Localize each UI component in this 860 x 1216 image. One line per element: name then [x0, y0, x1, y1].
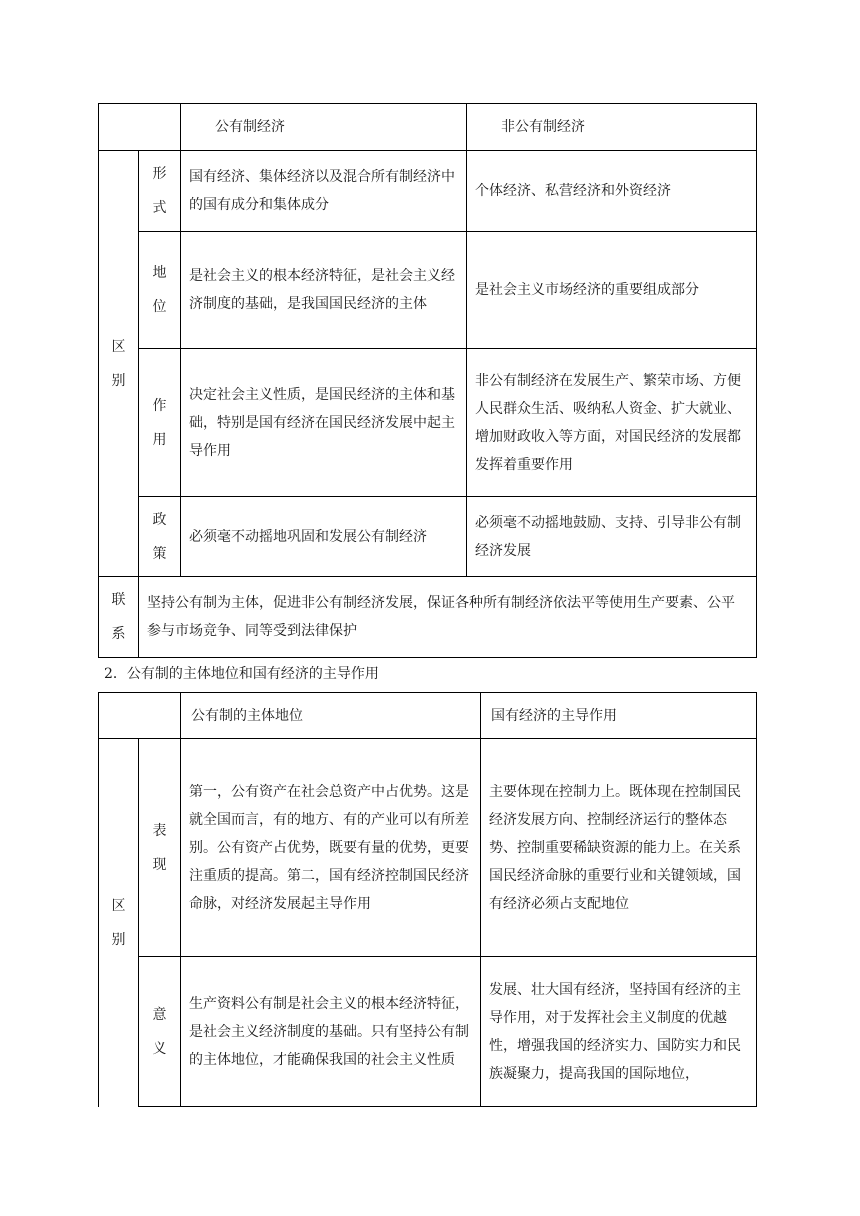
table-row — [99, 151, 757, 232]
cell-public-policy: 必须毫不动摇地巩固和发展公有制经济 — [181, 497, 467, 577]
section-caption: 2．公有制的主体地位和国有经济的主导作用 — [104, 666, 379, 682]
row-label-form: 形 式 — [139, 151, 181, 232]
table-row — [99, 349, 757, 497]
header-state-leading-role: 国有经济的主导作用 — [481, 693, 757, 739]
cell-nonpublic-policy: 必须毫不动摇地鼓励、支持、引导非公有制经济发展 — [467, 497, 757, 577]
table-row — [99, 739, 757, 957]
cell-public-manifestation: 第一，公有资产在社会总资产中占优势。这是就全国而言，有的地方、有的产业可以有所差别。公有资产占优势，既要有量的优势，更要注重质的提高。第二，国有经济控制国民经济命脉，对经济发展起主导作用 — [181, 739, 481, 957]
cell-public-significance: 生产资料公有制是社会主义的根本经济特征，是社会主义经济制度的基础。只有坚持公有制的主体地位，才能确保我国的社会主义性质 — [181, 957, 481, 1107]
row-label-status: 地 位 — [139, 232, 181, 349]
cell-connection-text: 坚持公有制为主体，促进非公有制经济发展，保证各种所有制经济依法平等使用生产要素、公平参与市场竞争、同等受到法律保护 — [139, 577, 757, 658]
row-label-policy: 政 策 — [139, 497, 181, 577]
ownership-comparison-table — [98, 103, 757, 658]
row-label-role: 作 用 — [139, 349, 181, 497]
dominance-comparison-table — [98, 692, 757, 1107]
cell-public-role: 决定社会主义性质，是国民经济的主体和基础，特别是国有经济在国民经济发展中起主导作用 — [181, 349, 467, 497]
header-nonpublic-economy: 非公有制经济 — [467, 104, 757, 151]
table-header-row — [99, 693, 757, 739]
empty-corner-cell — [99, 104, 181, 151]
cell-state-manifestation: 主要体现在控制力上。既体现在控制国民经济发展方向、控制经济运行的整体态势、控制重要稀缺资源的能力上。在关系国民经济命脉的重要行业和关键领域，国有经济必须占支配地位 — [481, 739, 757, 957]
table-row — [99, 577, 757, 658]
header-public-economy: 公有制经济 — [181, 104, 467, 151]
cell-public-form: 国有经济、集体经济以及混合所有制经济中的国有成分和集体成分 — [181, 151, 467, 232]
cell-nonpublic-status: 是社会主义市场经济的重要组成部分 — [467, 232, 757, 349]
cell-state-significance: 发展、壮大国有经济，坚持国有经济的主导作用，对于发挥社会主义制度的优越性，增强我国的经济实力、国防实力和民族凝聚力，提高我国的国际地位， — [481, 957, 757, 1107]
table-header-row — [99, 104, 757, 151]
header-public-dominance: 公有制的主体地位 — [181, 693, 481, 739]
table-row — [99, 232, 757, 349]
cell-nonpublic-form: 个体经济、私营经济和外资经济 — [467, 151, 757, 232]
cell-public-status: 是社会主义的根本经济特征，是社会主义经济制度的基础，是我国国民经济的主体 — [181, 232, 467, 349]
empty-corner-cell — [99, 693, 181, 739]
table-row — [99, 497, 757, 577]
row-label-significance: 意 义 — [139, 957, 181, 1107]
group-label-difference: 区 别 — [99, 739, 139, 1107]
table-row — [99, 957, 757, 1107]
group-label-connection: 联 系 — [99, 577, 139, 658]
cell-nonpublic-role: 非公有制经济在发展生产、繁荣市场、方便人民群众生活、吸纳私人资金、扩大就业、增加财政收入等方面，对国民经济的发展都发挥着重要作用 — [467, 349, 757, 497]
group-label-difference: 区 别 — [99, 151, 139, 577]
row-label-manifestation: 表 现 — [139, 739, 181, 957]
